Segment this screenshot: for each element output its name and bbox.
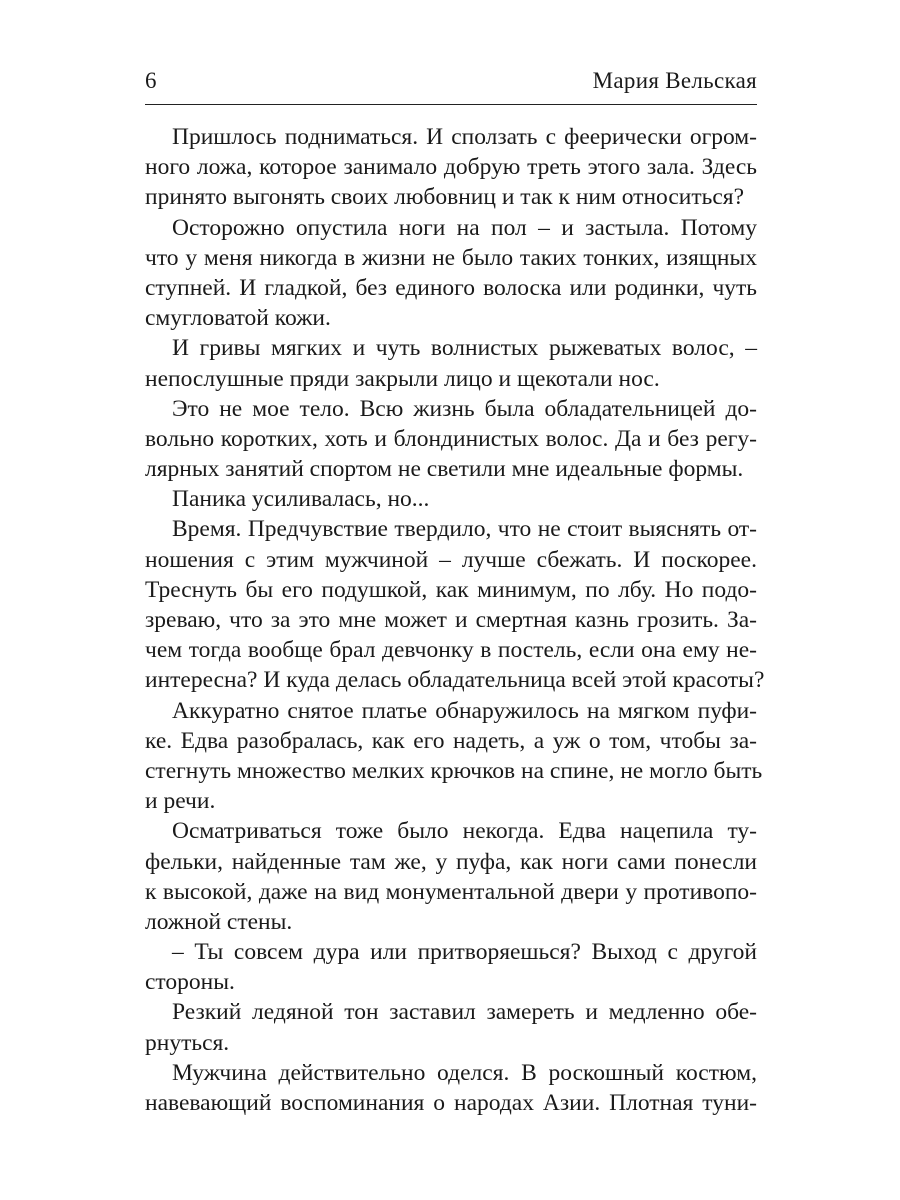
text-line: Осматриваться тоже было некогда. Едва нацепила ту- xyxy=(172,818,757,845)
page-number: 6 xyxy=(145,68,157,93)
text-line: лярных занятий спортом не светили мне идеальные формы. xyxy=(145,456,744,483)
text-line: – Ты совсем дура или притворяешься? Выход с другой xyxy=(172,939,757,966)
text-line: ношения с этим мужчиной – лучше сбежать. И поскорее. xyxy=(145,546,757,573)
text-line: Время. Предчувствие твердило, что не стоит выяснять от- xyxy=(172,516,757,543)
text-line: интересна? И куда делась обладательница всей этой красоты? xyxy=(145,667,765,694)
text-line: и речи. xyxy=(145,788,216,815)
text-line: вольно коротких, хоть и блондинистых волос. Да и без регу- xyxy=(145,425,757,452)
text-line: ного ложа, которое занимало добрую треть этого зала. Здесь xyxy=(145,154,757,181)
text-line: Пришлось подниматься. И сползать с феерически огром- xyxy=(172,124,757,150)
text-line: что у меня никогда в жизни не было таких тонких, изящных xyxy=(145,244,757,271)
text-line: к высокой, даже на вид монументальной двери у противопо- xyxy=(145,878,757,905)
text-line: стороны. xyxy=(145,969,235,996)
text-line: И гривы мягких и чуть волнистых рыжеватых волос, – xyxy=(172,335,757,362)
running-title: Мария Вельская xyxy=(592,68,757,93)
text-line: непослушные пряди закрыли лицо и щекотали нос. xyxy=(145,365,660,392)
text-line: Осторожно опустила ноги на пол – и застыла. Потому xyxy=(172,214,757,241)
body-text xyxy=(145,122,765,1118)
page-header xyxy=(145,64,757,105)
text-line: ложной стены. xyxy=(145,908,293,935)
text-line: ке. Едва разобралась, как его надеть, а уж о том, чтобы за- xyxy=(145,727,757,754)
text-line: навевающий воспоминания о народах Азии. Плотная туни- xyxy=(145,1090,757,1116)
text-line: Резкий ледяной тон заставил замереть и медленно обе- xyxy=(172,999,757,1026)
text-line: Это не мое тело. Всю жизнь была обладательницей до- xyxy=(172,395,757,422)
text-line: зреваю, что за это мне может и смертная казнь грозить. За- xyxy=(145,607,757,633)
text-line: Треснуть бы его подушкой, как минимум, по лбу. Но подо- xyxy=(145,576,757,603)
text-line: стегнуть множество мелких крючков на спине, не могло быть xyxy=(145,757,763,784)
text-line: смугловатой кожи. xyxy=(145,305,331,332)
text-line: ступней. И гладкой, без единого волоска или родинки, чуть xyxy=(145,274,757,301)
text-line: фельки, найденные там же, у пуфа, как ноги сами понесли xyxy=(145,848,757,875)
text-line: Мужчина действительно оделся. В роскошный костюм, xyxy=(172,1059,757,1086)
text-line: чем тогда вообще брал девчонку в постель, если она ему не- xyxy=(145,637,757,664)
text-line: Паника усиливалась, но... xyxy=(172,486,430,513)
text-line: Аккуратно снятое платье обнаружилось на мягком пуфи- xyxy=(172,697,757,724)
text-line: рнуться. xyxy=(145,1029,230,1056)
text-line: принято выгонять своих любовниц и так к ним относиться? xyxy=(145,184,745,211)
